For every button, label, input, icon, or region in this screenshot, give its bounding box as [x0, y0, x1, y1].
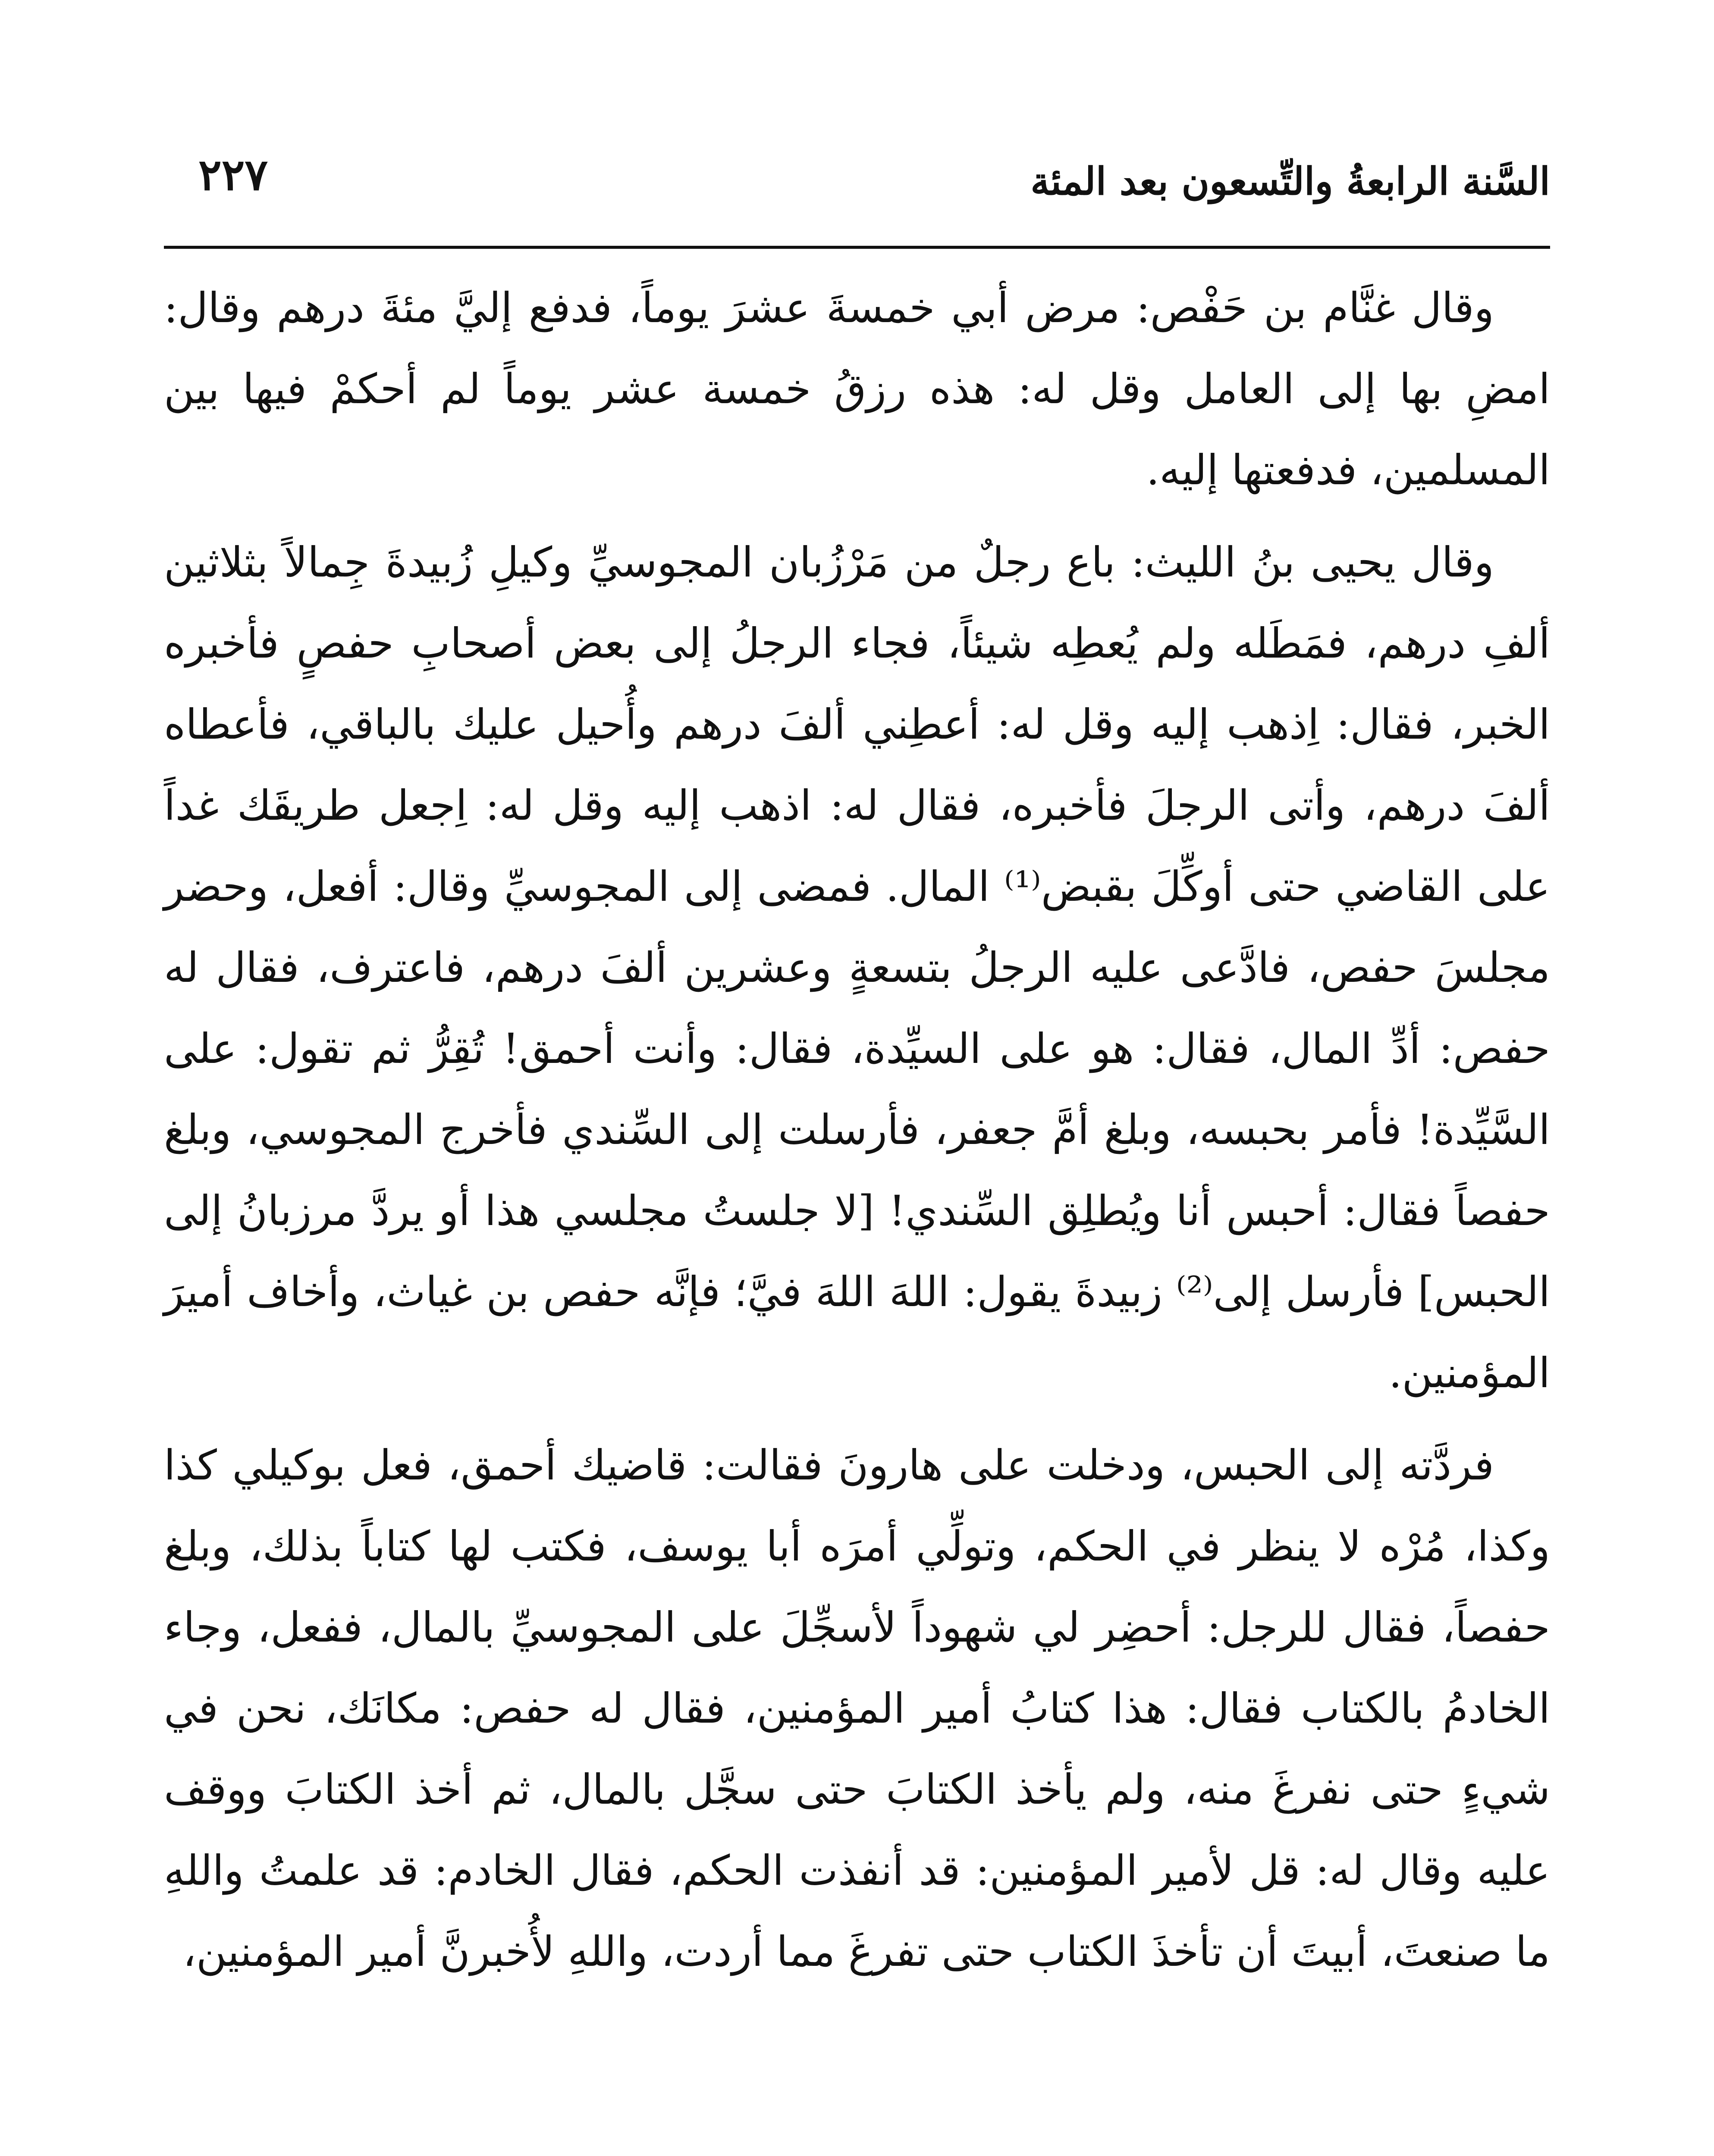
paragraph-yahya: وقال يحيى بنُ الليث: باع رجلٌ من مَرْزُبان المجوسيِّ وكيلِ زُبيدةَ جِمالاً بثلاثين ألفِ درهم، فمَطَله ولم يُعطِه شيئاً، فجاء الرجلُ إلى بعض أصحابِ حفصٍ فأخبره الخبر، فقال: اِذهب إليه وقل له: أعطِني ألفَ درهم وأُحيل عليك بالباقي، فأعطاه ألفَ درهم، وأتى الرجلَ فأخبره، فقال له: اذهب إليه وقل له: اِجعل طريقَك غداً على القاضي حتى أوكِّلَ بقبض⁽¹⁾ المال. فمضى إلى المجوسيِّ وقال: أفعل، وحضر مجلسَ حفص، فادَّعى عليه الرجلُ بتسعةٍ وعشرين ألفَ درهم، فاعترف، فقال له حفص: أدِّ المال، فقال: هو على السيِّدة، فقال: وأنت أحمق! تُقِرُّ ثم تقول: على السَّيِّدة! فأمر بحبسه، وبلغ أمَّ جعفر، فأرسلت إلى السِّندي فأخرج المجوسي، وبلغ حفصاً فقال: أحبس أنا ويُطلِق السِّندي! [لا جلستُ مجلسي هذا أو يردَّ مرزبانُ إلى الحبس] فأرسل إلى⁽²⁾ زبيدةَ يقول: اللهَ اللهَ فيَّ؛ فإنَّه حفص بن غياث، وأخاف أميرَ المؤمنين.	[164, 538, 1551, 1397]
header-divider	[164, 246, 1550, 249]
running-title: السَّنة الرابعةُ والتِّسعون بعد المئة	[1030, 159, 1550, 204]
page-header	[164, 144, 1550, 231]
paragraph-ghannam: وقال غنَّام بن حَفْص: مرض أبي خمسةَ عشرَ يوماً، فدفع إليَّ مئةَ درهم وقال: امضِ بها إلى العامل وقل له: هذه رزقُ خمسة عشر يوماً لم أحكمْ فيها بين المسلمين، فدفعتها إليه.	[164, 284, 1550, 494]
paragraph-zubayda: فردَّته إلى الحبس، ودخلت على هارونَ فقالت: قاضيك أحمق، فعل بوكيلي كذا وكذا، مُرْه لا ينظر في الحكم، وتولِّي أمرَه أبا يوسف، فكتب لها كتاباً بذلك، وبلغ حفصاً، فقال للرجل: أحضِر لي شهوداً لأسجِّلَ على المجوسيِّ بالمال، ففعل، وجاء الخادمُ بالكتاب فقال: هذا كتابُ أمير المؤمنين، فقال له حفص: مكانَك، نحن في شيءٍ حتى نفرغَ منه، ولم يأخذ الكتابَ حتى سجَّل بالمال، ثم أخذ الكتابَ ووقف عليه وقال له: قل لأمير المؤمنين: قد أنفذت الحكم، فقال الخادم: قد علمتُ واللهِ ما صنعتَ، أبيتَ أن تأخذَ الكتاب حتى تفرغَ مما أردت، واللهِ لأُخبرنَّ أمير المؤمنين،	[164, 1441, 1550, 1976]
page-number: ٢٢٧	[198, 149, 268, 200]
main-text	[164, 267, 1550, 2003]
